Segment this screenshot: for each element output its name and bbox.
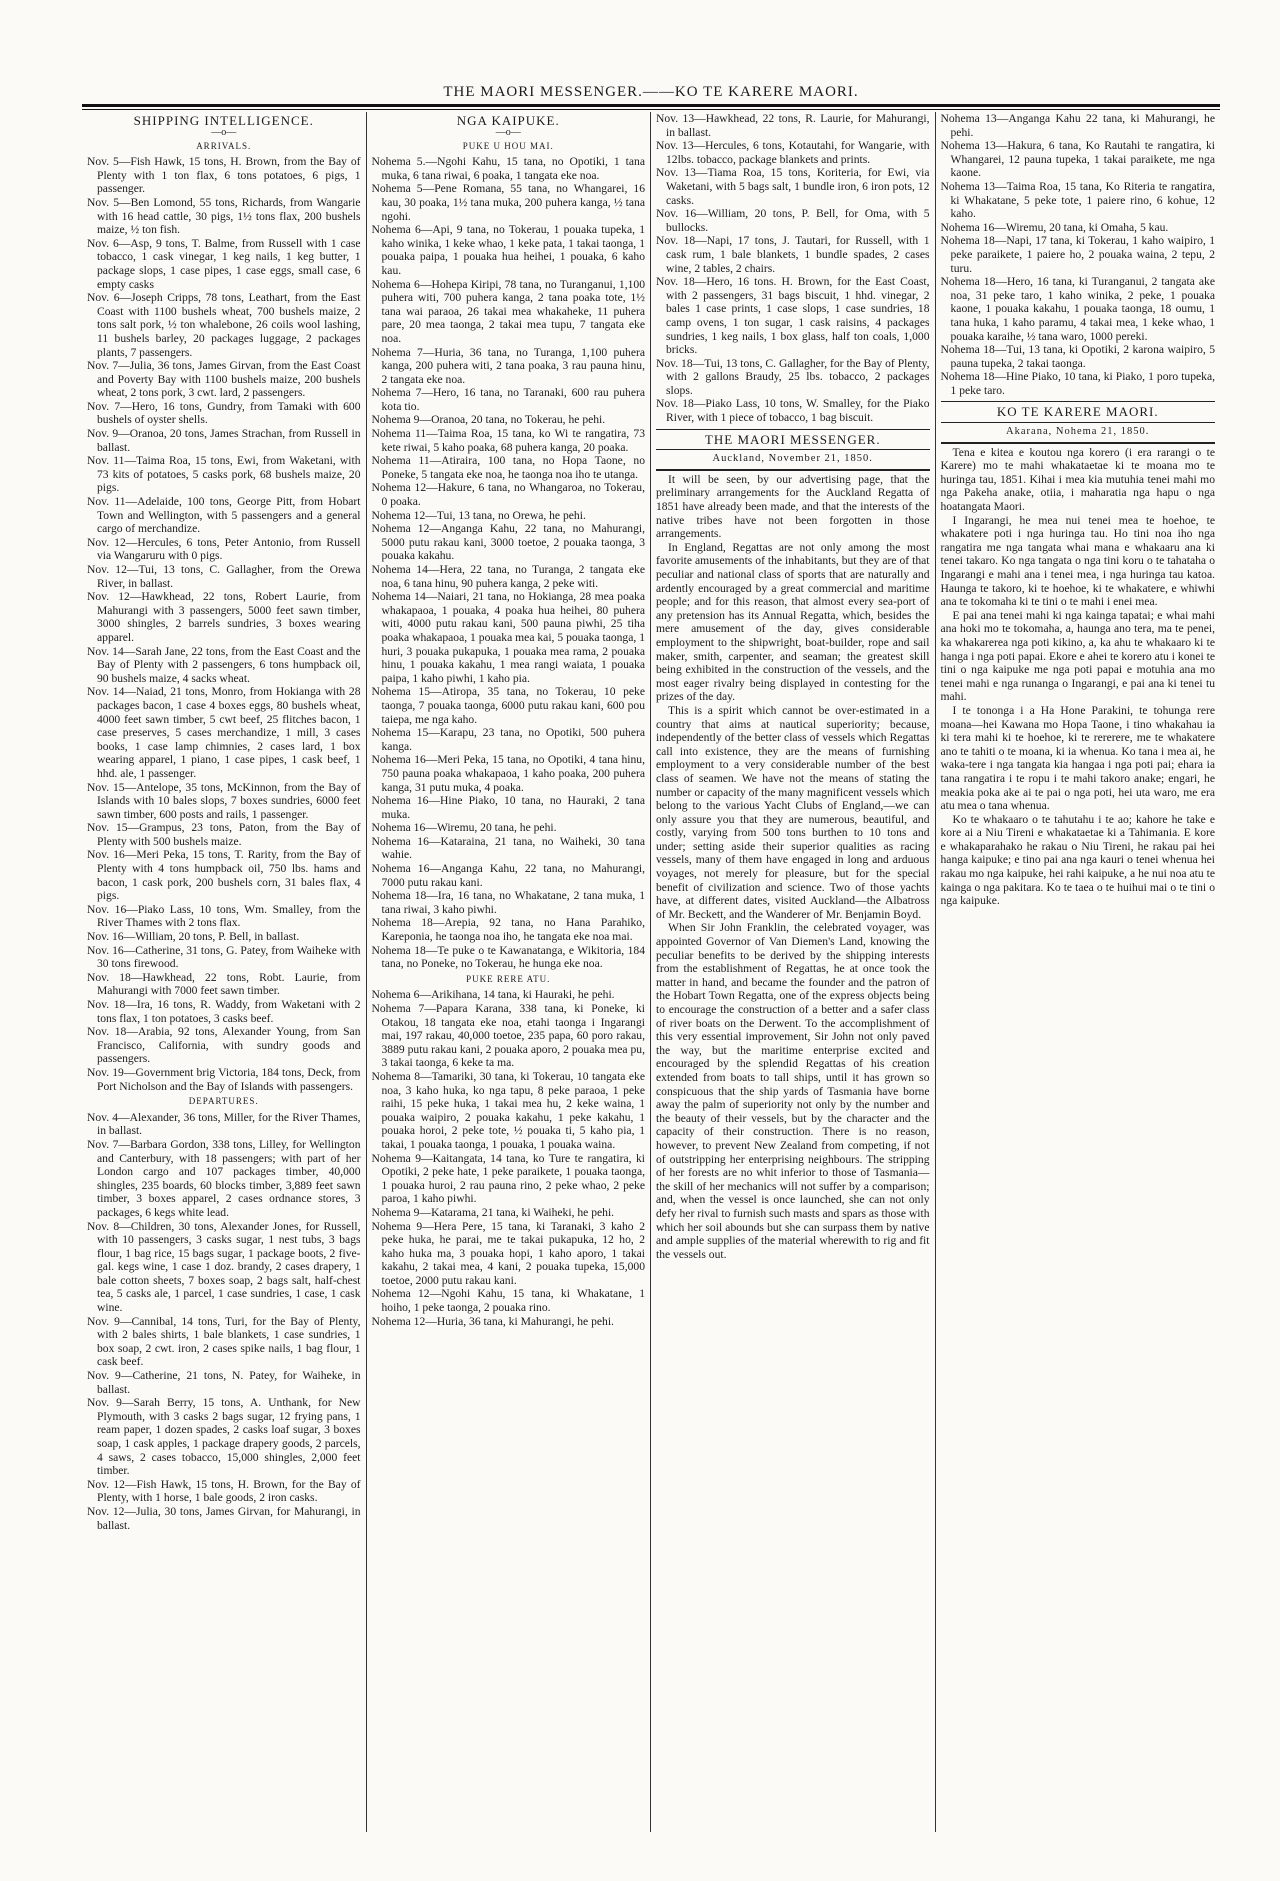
editorial-mi-paragraph: E pai ana tenei mahi ki nga kainga tapatai; e whai mahi ana hoki mo te tokomaha, a, haunga ano tera, ma te penei, ka whakarerea nga poti kikino, a, ka ahu te whakaaro ki te hanga i nga poti papai. Ekore e ahei te korero atu i konei te tini o nga kaipuke me nga poti papai e motuhia ana mo tenei mahi e nga runanga o Ingarangi, e pai ana ki tenei tu mahi. [940, 608, 1215, 704]
column-maori-editorial [936, 112, 1221, 1832]
editorial-en-paragraph: It will be seen, by our advertising page, that the preliminary arrangements for the Auckland Regatta of 1851 have already been made, and that the interests of the native tribes have not been forgotten in those arrangements. [656, 472, 930, 541]
kaipuke-departure-entry: Nohema 6—Arikihana, 14 tana, ki Hauraki, he pehi. [371, 988, 615, 1002]
editorial-en-paragraph: When Sir John Franklin, the celebrated voyager, was appointed Governor of Van Diemen's Land, knowing the peculiar benefits to be derived by the shipping interests from the establishment of Regattas, he at once took the matter in hand, and became the founder and the patron of the Hobart Town Regatta, one of the express objects being to encourage the construction of a better and a safer class of river boats on the Derwent. To the accomplishment of this very essential improvement, Sir John not only paved the way, but the maritime enterprise excited and encouraged by the splendid Regattas of his creation extended from boats to tall ships, until it has grown so conspicuous that the ship yards of Tasmania have borne away the palm of superiority not only by the number and the beauty of their vessels, but by the character and the capacity of their construction. There is no reason, however, to prevent New Zealand from competing, if not of outstripping her enterprising neighbours. The stripping of her forests are no whit inferior to those of Tasmania—the skill of her mechanics will not suffer by a comparison; and, when the vessel is once launched, she can not only defy her rival to furnish such masts and spars as those with which her soil abounds but she can surpass them by native and ample supplies of the material wherewith to rig and fit the vessels out. [656, 921, 930, 1261]
kaipuke-arrival-entry: Nohema 16—Hine Piako, 10 tana, no Hauraki, 2 tana muka. [371, 794, 645, 821]
editorial-mi-title: KO TE KARERE MAORI. [941, 401, 1216, 423]
kaipuke-arrival-entry: Nohema 15—Karapu, 23 tana, no Opotiki, 500 puhera kanga. [371, 726, 645, 753]
kaipuke-arrival-entry: Nohema 16—Wiremu, 20 tana, he pehi. [371, 821, 557, 835]
departure-entry: Nov. 9—Catherine, 21 tons, N. Patey, for Waiheke, in ballast. [87, 1369, 361, 1396]
kaipuke-arrival-entry: Nohema 5—Pene Romana, 55 tana, no Whangarei, 16 kau, 30 poaka, 1½ tana muka, 200 puhera kanga, ½ tana ngohi. [371, 182, 645, 223]
editorial-en-paragraph: In England, Regattas are not only among the most favorite amusements of the inhabitants, but they are of that peculiar and national class of sports that are naturally and ardently encouraged by a great commercial and maritime people; and for this reason, that almost every sea-port of any pretension has its Annual Regatta, which, besides the mere amusement of the day, gives considerable employment to the shipwright, boat-builder, rope and sail maker, smith, carpenter, and seaman; the greatest skill being exhibited in the construction of the vessels, and the most eager rivalry being displayed in contesting for the prizes of the day. [656, 540, 930, 704]
shipping-cont-entry: Nov. 13—Hawkhead, 22 tons, R. Laurie, for Mahurangi, in ballast. [656, 112, 930, 139]
kaipuke-cont-entry: Nohema 13—Hakura, 6 tana, Ko Rautahi te rangatira, ki Whangarei, 12 pauna tupeka, 1 takai paraikete, me nga kaone. [940, 139, 1215, 180]
kaipuke-departure-entry: Nohema 9—Hera Pere, 15 tana, ki Taranaki, 3 kaho 2 peke huka, he parai, me te takai pukapuka, 12 ho, 2 kaho huka ma, 3 pouaka hopi, 1 kaho aporo, 1 takai kakahu, 2 takai mea, 4 kani, 2 pouaka tupeka, 15,000 toetoe, 2000 putu rakau kani. [371, 1219, 645, 1287]
shipping-cont-entry: Nov. 18—Piako Lass, 10 tons, W. Smalley, for the Piako River, with 1 piece of tobacco, 1 bag biscuit. [656, 397, 930, 425]
arrival-entry: Nov. 16—Meri Peka, 15 tons, T. Rarity, from the Bay of Plenty with 4 tons humpback oil, 750 lbs. hams and bacon, 1 cask pork, 200 bushels corn, 31 bales flax, 4 pigs. [87, 848, 361, 903]
kaipuke-departures-list [372, 988, 646, 1328]
departure-entry: Nov. 8—Children, 30 tons, Alexander Jones, for Russell, with 10 passengers, 3 casks sugar, 1 nest tubs, 3 bags flour, 1 bag rice, 15 bags sugar, 1 package boots, 2 five-gal. kegs wine, 1 case 1 doz. brandy, 2 cases drapery, 1 bale cotton sheets, 7 boxes soap, 2 bags salt, half-chest tea, 5 casks ale, 1 parcel, 1 case sundries, 1 case, 1 cask wine. [87, 1219, 361, 1315]
arrival-entry: Nov. 11—Taima Roa, 15 tons, Ewi, from Waketani, with 73 kits of potatoes, 5 casks pork, 68 bushels maize, 20 pigs. [87, 454, 361, 495]
arrival-entry: Nov. 18—Arabia, 92 tons, Alexander Young, from San Francisco, California, with sundry goods and passengers. [87, 1025, 361, 1066]
arrival-entry: Nov. 15—Grampus, 23 tons, Paton, from the Bay of Plenty with 500 bushels maize. [87, 821, 361, 848]
kaipuke-arrival-entry: Nohema 7—Hero, 16 tana, no Taranaki, 600 rau puhera kota tio. [371, 386, 645, 413]
kaipuke-departures-label: PUKE RERE ATU. [466, 973, 551, 984]
kaipuke-departure-entry: Nohema 8—Tamariki, 30 tana, ki Tokerau, 10 tangata eke noa, 3 kaho huka, ko nga tapu, 8 peke paraoa, 1 peke raihi, 15 peke huka, 1 takai mea hu, 2 keke waina, 1 pouaka waipiro, 2 pouaka kakahu, 1 peke kakahu, 1 pouaka horoi, 2 peke tote, ½ pouaka ti, 5 kaho pia, 1 takai, 1 pouaka taonga, 1 pouaka, 1 pouaka waina. [371, 1069, 645, 1151]
kaipuke-arrivals-list [372, 155, 646, 971]
kaipuke-arrival-entry: Nohema 7—Huria, 36 tana, no Turanga, 1,100 puhera kanga, 200 puhera witi, 2 tana poaka, 3 rau pauna hinu, 2 tangata eke noa. [371, 345, 645, 386]
kaipuke-cont-entry: Nohema 13—Anganga Kahu 22 tana, ki Mahurangi, he pehi. [940, 112, 1215, 139]
kaipuke-arrival-entry: Nohema 15—Atiropa, 35 tana, no Tokerau, 10 peke taonga, 7 pouaka taonga, 6000 putu rakau kani, 600 pou taiepa, me nga kaho. [371, 685, 645, 726]
kaipuke-arrival-entry: Nohema 14—Naiari, 21 tana, no Hokianga, 28 mea poaka whakapaoa, 1 pouaka, 4 poaka hua heihei, 80 puhera witi, 4000 putu rakau kani, 500 pauna piwhi, 25 tiha poaka whakapaoa, 1 pouaka mea kai, 5 pouaka taonga, 1 huri, 3 pouaka pukapuka, 1 pouaka mea rama, 2 pouaka hinu, 1 pouaka kakahu, 1 mea rangi waiata, 1 pouaka paipa, 1 kaho piwhi, 1 kaho pia. [371, 590, 645, 685]
editorial-mi-paragraph: I te tononga i a Ha Hone Parakini, te tohunga rere moana—hei Kawana mo Hopa Taone, i tino whakahau ia ki tera mahi ki te hoehoe, ki te rererere, me te whakatere ano te tahiti o te moana, ki ia whenua. Ko tana i mea ai, he waka-tere i nga tangata kia hangaa i nga poti pai; ehara ia tana rangatira i te ropu i te mahi takoro anake; engari, he meakia poka ake ai te pai o nga poti, hei uta waro, me era atu mea o tana whenua. [940, 703, 1215, 813]
kaipuke-cont-entry: Nohema 18—Napi, 17 tana, ki Tokerau, 1 kaho waipiro, 1 peke paraikete, 1 paiere ho, 2 pouaka waina, 2 tepu, 2 turu. [940, 234, 1215, 275]
column-nga-kaipuke [367, 112, 652, 1832]
departures-label: DEPARTURES. [188, 1096, 259, 1107]
arrival-entry: Nov. 9—Oranoa, 20 tons, James Strachan, from Russell in ballast. [87, 427, 361, 454]
kaipuke-departure-entry: Nohema 9—Kaitangata, 14 tana, ko Ture te rangatira, ki Opotiki, 2 peke hate, 1 peke paraikete, 1 pouaka taonga, 1 pouaka huroi, 2 rau pauna rino, 2 peke whao, 2 peke paroa, 1 kaho piwhi. [371, 1151, 645, 1206]
departure-entry: Nov. 9—Cannibal, 14 tons, Turi, for the Bay of Plenty, with 2 bales shirts, 1 bale blankets, 1 case sundries, 1 box soap, 2 cwt. iron, 2 cases spike nails, 1 bag flour, 1 cask beef. [87, 1314, 361, 1369]
arrival-entry: Nov. 15—Antelope, 35 tons, McKinnon, from the Bay of Islands with 10 bales slops, 7 boxes sundries, 6000 feet sawn timber, 600 posts and rails, 1 passenger. [87, 780, 361, 821]
kaipuke-cont-list [941, 112, 1216, 397]
kaipuke-cont-entry: Nohema 13—Taima Roa, 15 tana, Ko Riteria te rangatira, ki Whakatane, 5 peke tote, 1 paiere rino, 6 kohue, 12 kaho. [940, 179, 1215, 221]
arrival-entry: Nov. 16—Catherine, 31 tons, G. Patey, from Waiheke with 30 tons firewood. [87, 943, 361, 971]
arrival-entry: Nov. 11—Adelaide, 100 tons, George Pitt, from Hobart Town and Wellington, with 5 passengers and a general cargo of merchandize. [87, 495, 361, 536]
kaipuke-arrival-entry: Nohema 9—Oranoa, 20 tana, no Tokerau, he pehi. [371, 413, 606, 427]
kaipuke-arrival-entry: Nohema 16—Kataraina, 21 tana, no Waiheki, 30 tana wahie. [371, 834, 645, 862]
editorial-en-dateline: Auckland, November 21, 1850. [656, 452, 930, 471]
kaipuke-arrival-entry: Nohema 6—Api, 9 tana, no Tokerau, 1 pouaka tupeka, 1 kaho winika, 1 keke whao, 1 keke pata, 1 takai taonga, 1 pouaka paipa, 1 pouaka hua heihei, 1 pouaka, 6 kaho kau. [371, 223, 645, 277]
arrival-entry: Nov. 7—Julia, 36 tons, James Girvan, from the East Coast and Poverty Bay with 1100 bushels maize, 200 bushels wheat, 2 tons pork, 3 cwt. lard, 2 passengers. [87, 359, 361, 400]
kaipuke-arrival-entry: Nohema 18—Ira, 16 tana, no Whakatane, 2 tana muka, 1 tana riwai, 3 kaho piwhi. [371, 889, 645, 916]
arrival-entry: Nov. 14—Sarah Jane, 22 tons, from the East Coast and the Bay of Plenty with 2 passengers, 6 tons humpback oil, 90 bushels maize, 4 sacks wheat. [87, 644, 361, 685]
arrival-entry: Nov. 7—Hero, 16 tons, Gundry, from Tamaki with 600 bushels of oyster shells. [87, 399, 361, 427]
editorial-mi-dateline: Akarana, Nohema 21, 1850. [941, 425, 1216, 444]
kaipuke-cont-entry: Nohema 16—Wiremu, 20 tana, ki Omaha, 5 kau. [940, 220, 1169, 234]
kaipuke-arrivals-label: PUKE U HOU MAI. [462, 140, 554, 151]
shipping-cont-entry: Nov. 13—Hercules, 6 tons, Kotautahi, for Wangarie, with 12lbs. tobacco, package blankets and prints. [656, 139, 930, 166]
header-rule [82, 104, 1220, 107]
arrival-entry: Nov. 16—William, 20 tons, P. Bell, in ballast. [87, 930, 300, 944]
departure-entry: Nov. 9—Sarah Berry, 15 tons, A. Unthank, for New Plymouth, with 3 casks 2 bags sugar, 12 frying pans, 1 ream paper, 1 dozen spades, 2 casks loaf sugar, 3 boxes soap, 1 cask apples, 1 package drapery goods, 2 parcels, 4 saws, 2 cases tobacco, 15,000 shingles, 2,000 feet timber. [87, 1396, 361, 1478]
kaipuke-arrival-entry: Nohema 18—Arepia, 92 tana, no Hana Parahiko, Kareponia, he taonga noa iho, he tangata eke noa mai. [371, 916, 645, 944]
arrivals-label: ARRIVALS. [196, 140, 252, 151]
arrival-entry: Nov. 19—Government brig Victoria, 184 tons, Deck, from Port Nicholson and the Bay of Islands with passengers. [87, 1065, 361, 1093]
editorial-mi-body [941, 446, 1216, 908]
arrivals-list [87, 155, 361, 1093]
running-head: THE MAORI MESSENGER.——KO TE KARERE MAORI. [443, 84, 859, 100]
editorial-mi-paragraph: Tena e kitea e koutou nga korero (i era rarangi o te Karere) mo te mahi whakataetae ki te moana mo te huringa tau, 1851. Kihai i mea kia mutuhia tenei mahi mo nga Pakeha anake, otiia, i maharatia nga hapu o nga hoatangata Maori. [940, 445, 1215, 514]
kaipuke-arrival-entry: Nohema 16—Anganga Kahu, 22 tana, no Mahurangi, 7000 putu rakau kani. [371, 862, 645, 889]
shipping-dash: —o— [211, 126, 237, 138]
editorial-en-paragraph: This is a spirit which cannot be over-estimated in a country that aims at nautical superiority; because, independently of the better class of vessels which Regattas call into existence, they are the means of furnishing employment to a very considerable number of the best class of seamen. We have not the means of stating the number or capacity of the many magnificent vessels which belong to the various Yacht Clubs of England,—we can only assure you that they are numerous, beautiful, and costly, varying from 500 tons burthen to 10 tons and under; setting aside their superior qualities as racing vessels, many of them have engaged in long and arduous voyages, not merely for pleasure, but for the special benefit of civilization and science. Two of those yachts have, at different dates, visited Auckland—the Albatross of Mr. Beckett, and the Wanderer of Mr. Benjamin Boyd. [656, 703, 930, 921]
shipping-cont-entry: Nov. 16—William, 20 tons, P. Bell, for Oma, with 5 bullocks. [656, 207, 930, 234]
arrival-entry: Nov. 5—Ben Lomond, 55 tons, Richards, from Wangarie with 16 head cattle, 30 pigs, 1½ tons flax, 200 bushels maize, ½ ton fish. [87, 195, 361, 237]
arrival-entry: Nov. 14—Naiad, 21 tons, Monro, from Hokianga with 28 packages bacon, 1 case 4 boxes eggs, 80 bushels wheat, 4000 feet sawn timber, 5 cwt beef, 25 flitches bacon, 1 case preserves, 5 cases merchandize, 1 mill, 3 cases books, 1 case lamp chimnies, 2 cases lard, 1 box wearing apparel, 1 piano, 1 case pipes, 1 cask beef, 1 hhd. ale, 1 passenger. [87, 685, 361, 780]
kaipuke-arrival-entry: Nohema 12—Tui, 13 tana, no Orewa, he pehi. [371, 508, 586, 522]
kaipuke-arrival-entry: Nohema 14—Hera, 22 tana, no Turanga, 2 tangata eke noa, 6 tana hinu, 90 puhera kanga, 2 peke witi. [371, 563, 645, 590]
shipping-cont-entry: Nov. 18—Hero, 16 tons. H. Brown, for the East Coast, with 2 passengers, 31 bags biscuit, 1 hhd. vinegar, 2 bales 1 case prints, 1 case slops, 1 case sundries, 18 camp ovens, 1 ton sugar, 1 cask raisins, 4 packages sundries, 1 keg nails, 1 box glass, half ton coals, 1,000 bricks. [656, 275, 930, 357]
kaipuke-departure-entry: Nohema 7—Papara Karana, 338 tana, ki Poneke, ki Otakou, 18 tangata eke noa, etahi taonga i Ingarangi mai, 197 rakau, 40,000 toetoe, 235 papa, 60 poro rakau, 3889 putu rakau kani, 2 pouaka aporo, 2 pouaka mea pu, 3 takai taonga, 6 keke ta ma. [371, 1002, 645, 1070]
editorial-en-title: THE MAORI MESSENGER. [656, 429, 930, 451]
arrival-entry: Nov. 12—Hercules, 6 tons, Peter Antonio, from Russell via Wangaruru with 0 pigs. [87, 535, 361, 563]
kaipuke-arrival-entry: Nohema 6—Hohepa Kiripi, 78 tana, no Turanganui, 1,100 puhera witi, 700 puhera kanga, 2 tana poaka tote, 1½ tana wai paraoa, 26 takai mea whakaheke, 11 puhera pare, 20 mea taonga, 2 takai mea tupu, 7 tangata eke noa. [371, 277, 645, 345]
departures-list [87, 1111, 361, 1532]
arrival-entry: Nov. 18—Ira, 16 tons, R. Waddy, from Waketani with 2 tons flax, 1 ton potatoes, 3 casks beef. [87, 998, 361, 1025]
shipping-title: SHIPPING INTELLIGENCE. [133, 113, 314, 128]
arrival-entry: Nov. 12—Tui, 13 tons, C. Gallagher, from the Orewa River, in ballast. [87, 563, 361, 590]
kaipuke-departure-entry: Nohema 12—Ngohi Kahu, 15 tana, ki Whakatane, 1 hoiho, 1 peke taonga, 2 pouaka rino. [371, 1287, 645, 1315]
kaipuke-arrival-entry: Nohema 12—Anganga Kahu, 22 tana, no Mahurangi, 5000 putu rakau kani, 3000 toetoe, 2 pouaka taonga, 3 pouaka kakahu. [371, 522, 645, 563]
kaipuke-arrival-entry: Nohema 16—Meri Peka, 15 tana, no Opotiki, 4 tana hinu, 750 pauna poaka whakapaoa, 1 kaho poaka, 200 puhera kanga, 31 putu muka, 4 poaka. [371, 753, 645, 794]
kaipuke-arrival-entry: Nohema 11—Atiraira, 100 tana, no Hopa Taone, no Poneke, 5 tangata eke noa, he taonga noa iho te utanga. [371, 454, 645, 481]
shipping-cont-entry: Nov. 18—Napi, 17 tons, J. Tautari, for Russell, with 1 cask rum, 1 bale blankets, 1 bundle spades, 2 cases wine, 2 tables, 2 chairs. [656, 234, 930, 275]
shipping-cont-entry: Nov. 18—Tui, 13 tons, C. Gallagher, for the Bay of Plenty, with 2 gallons Braudy, 25 lbs. tobacco, 2 packages slops. [656, 356, 930, 397]
column-shipping-intelligence [82, 112, 367, 1832]
kaipuke-cont-entry: Nohema 18—Hine Piako, 10 tana, ki Piako, 1 poro tupeka, 1 peke taro. [940, 370, 1215, 397]
editorial-mi-paragraph: I Ingarangi, he mea nui tenei mea te hoehoe, te whakatere poti i nga huringa tau. Ho tini noa iho nga rangatira me nga tangata whai mana e whakaaru ana ki tenei takaro. Ko nga tangata o nga tini koru o te tahataha o Ingarangi e mahi ana i tenei mea, i nga huringa tau katoa. Haunga te takoro, ki te hoehoe, ki te whakatere, e whiwhi ana te tokomaha ki te tini o te mahi i enei mea. [940, 513, 1215, 609]
kaipuke-arrival-entry: Nohema 18—Te puke o te Kawanatanga, e Wikitoria, 184 tana, no Poneke, no Tokerau, he hunga eke noa. [371, 943, 645, 971]
kaipuke-title: NGA KAIPUKE. [456, 113, 560, 128]
arrival-entry: Nov. 6—Joseph Cripps, 78 tons, Leathart, from the East Coast with 1100 bushels wheat, 700 bushels maize, 2 tons salt pork, ½ ton whalebone, 26 coils wool lashing, 11 bushels barley, 20 packages luggage, 2 packages plants, 7 passengers. [87, 291, 361, 359]
editorial-mi-paragraph: Ko te whakaaro o te tahutahu i te ao; kahore he take e kore ai a Niu Tireni e whakataetae ki a Tahimania. E kore e whakaparahako he rakau o Niu Tireni, he rakau pai hei hanga kaipuke; e tino pai ana nga kauri o tenei whenua hei rakau mo nga kaipuke, hei rahi kaipuke, a he nui noa atu te kainga o nga pakitara. Ko te taea o te huihui mai o te tini o nga kaipuke. [940, 812, 1215, 908]
columns [82, 112, 1220, 1832]
departure-entry: Nov. 12—Fish Hawk, 15 tons, H. Brown, for the Bay of Plenty, with 1 horse, 1 bale goods, 2 iron casks. [87, 1477, 361, 1505]
arrival-entry: Nov. 16—Piako Lass, 10 tons, Wm. Smalley, from the River Thames with 2 tons flax. [87, 902, 361, 930]
shipping-cont-list [656, 112, 930, 425]
editorial-en-body [656, 473, 930, 1261]
shipping-cont-entry: Nov. 13—Tiama Roa, 15 tons, Koriteria, for Ewi, via Waketani, with 5 bags salt, 1 bundle iron, 6 iron pots, 12 casks. [656, 166, 930, 207]
departure-entry: Nov. 4—Alexander, 36 tons, Miller, for the River Thames, in ballast. [87, 1110, 361, 1138]
kaipuke-cont-entry: Nohema 18—Hero, 16 tana, ki Turanganui, 2 tangata ake noa, 31 peke taro, 1 kaho winika, 2 peke, 1 pouaka kaone, 1 pouaka kakahu, 1 pouaka taonga, 18 oumu, 1 tana huka, 1 kaho paramu, 4 takai mea, 1 keke whao, 1 pouaka karaihe, ½ tana waro, 1000 pereki. [940, 275, 1215, 343]
kaipuke-departure-entry: Nohema 9—Katarama, 21 tana, ki Waiheki, he pehi. [371, 1205, 615, 1219]
arrival-entry: Nov. 6—Asp, 9 tons, T. Balme, from Russell with 1 case tobacco, 1 cask vinegar, 1 keg nails, 1 keg butter, 1 package slops, 1 case pipes, 1 case eggs, small case, 6 empty casks [87, 236, 361, 291]
arrival-entry: Nov. 5—Fish Hawk, 15 tons, H. Brown, from the Bay of Plenty with 1 ton flax, 6 tons potatoes, 6 pigs, 1 passenger. [87, 155, 361, 196]
kaipuke-departure-entry: Nohema 12—Huria, 36 tana, ki Mahurangi, he pehi. [371, 1314, 614, 1328]
departure-entry: Nov. 7—Barbara Gordon, 338 tons, Lilley, for Wellington and Canterbury, with 18 passengers; with part of her London cargo and 107 packages timber, 40,000 shingles, 235 boards, 60 blocks timber, 3,889 feet sawn timber, 3 boxes apparel, 2 cases ordnance stores, 3 packages, 6 kegs white lead. [87, 1137, 361, 1219]
kaipuke-dash: —o— [495, 126, 521, 138]
arrival-entry: Nov. 18—Hawkhead, 22 tons, Robt. Laurie, from Mahurangi with 7000 feet sawn timber. [87, 970, 361, 998]
departure-entry: Nov. 12—Julia, 30 tons, James Girvan, for Mahurangi, in ballast. [87, 1504, 361, 1532]
kaipuke-arrival-entry: Nohema 12—Hakure, 6 tana, no Whangaroa, no Tokerau, 0 poaka. [371, 481, 645, 509]
arrival-entry: Nov. 12—Hawkhead, 22 tons, Robert Laurie, from Mahurangi with 3 passengers, 5000 feet sawn timber, 3000 shingles, 2 barrels sundries, 3 boxes wearing apparel. [87, 590, 361, 644]
column-english-editorial [651, 112, 936, 1832]
kaipuke-cont-entry: Nohema 18—Tui, 13 tana, ki Opotiki, 2 karona waipiro, 5 pauna tupeka, 2 takai taonga. [940, 343, 1215, 370]
header-rule-thin [82, 109, 1220, 110]
kaipuke-arrival-entry: Nohema 11—Taima Roa, 15 tana, ko Wi te rangatira, 73 kete riwai, 5 kaho poaka, 68 puhera kanga, 20 poaka. [371, 427, 645, 454]
kaipuke-arrival-entry: Nohema 5.—Ngohi Kahu, 15 tana, no Opotiki, 1 tana muka, 6 tana riwai, 6 poaka, 1 tangata eke noa. [371, 155, 645, 182]
